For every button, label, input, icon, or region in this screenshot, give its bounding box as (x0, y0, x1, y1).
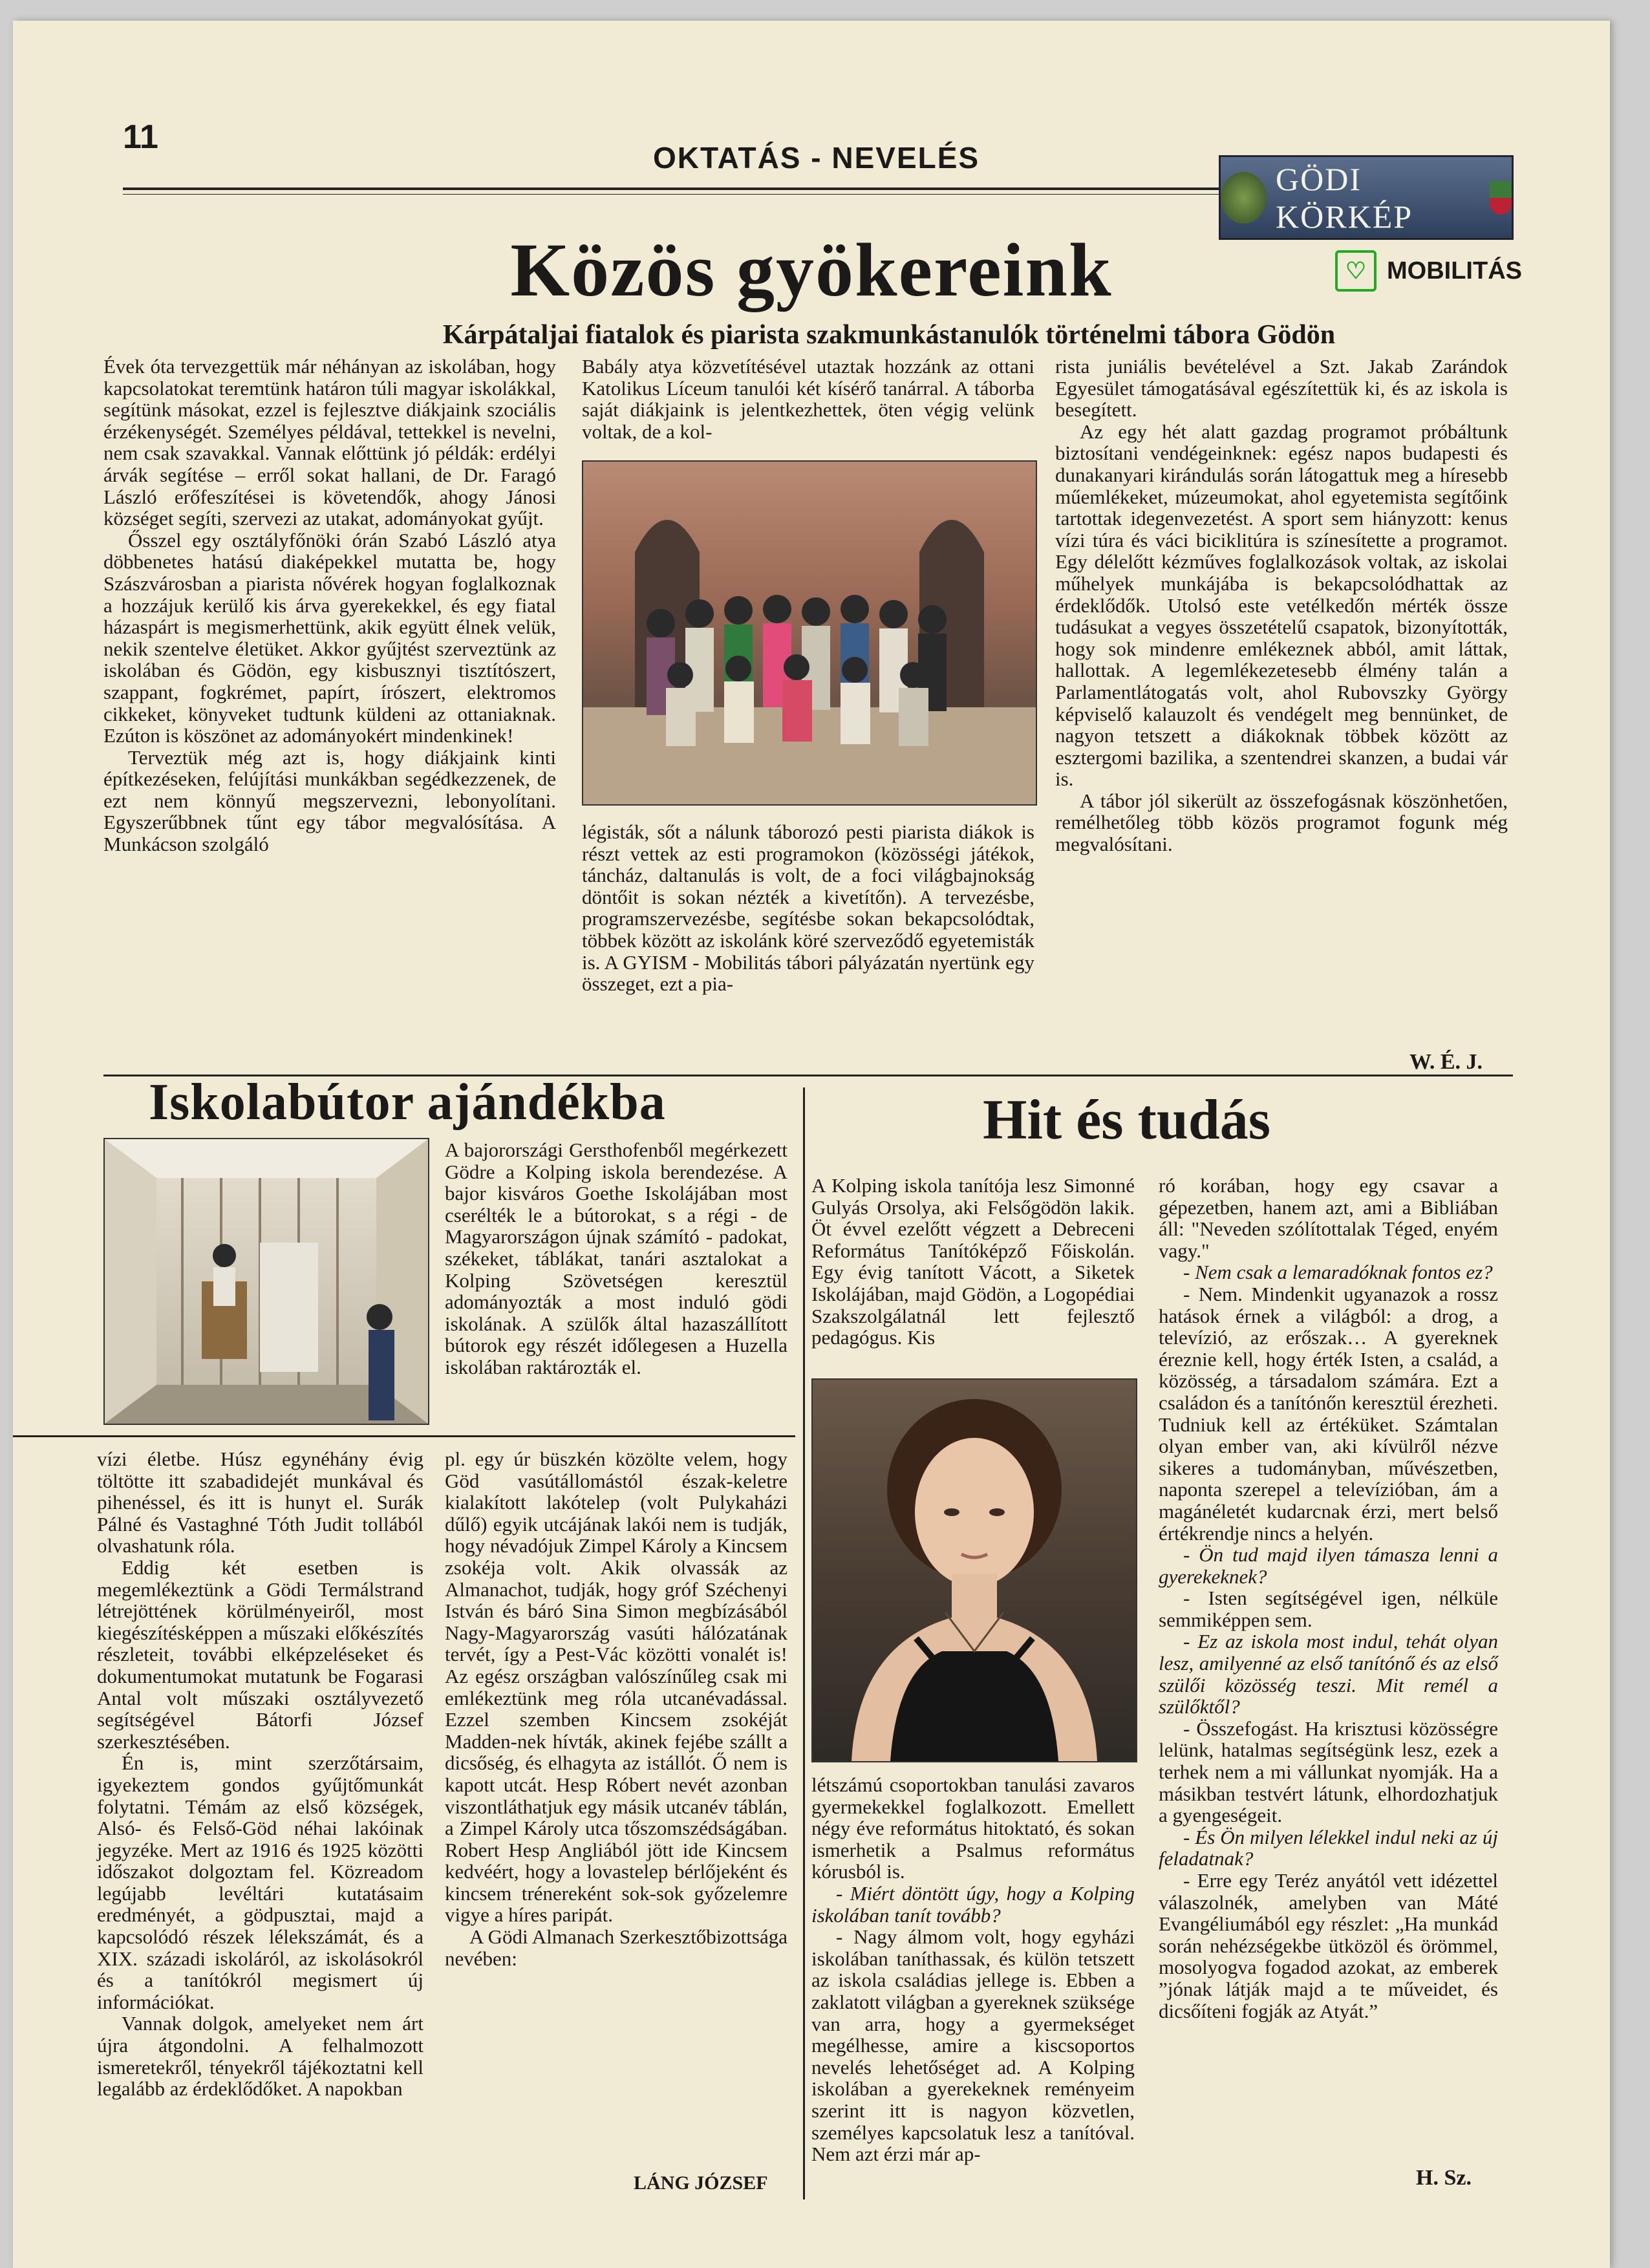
paragraph: létszámú csoportokban tanulási zavaros gyermekekkel foglalkozott. Emellett négy éve református hitoktató, és sokan ismerhetik a Psalmus református kórusból is. (811, 1773, 1135, 1883)
article-subtitle: Kárpátaljai fiatalok és piarista szakmunkástanulók történelmi tábora Gödön (442, 320, 1336, 350)
paragraph: Eddig két esetben is megemlékeztünk a Gödi Termálstrand létrejöttének körülményeiről, most kiegészítésképpen a műszaki előkészítés részleteit, további elképzeléseket és dokumentumokat mutatunk be Fogarasi Antal volt műszaki osztályvezető segítségével Bátorfi József szerkesztésében. (97, 1556, 423, 1753)
globe-icon (1221, 172, 1267, 224)
truck-interior-illustration (105, 1139, 428, 1424)
paragraph: Az egy hét alatt gazdag programot próbáltunk biztosítani vendégeinknek: egész napos budapesti és dunakanyari kirándulás során látogattuk meg a híresebb műemlékeket, múzeumokat, ahol egyetemista segítőink tartottak idegenvezetést. A sport sem hiányzott: kenus vízi túra és váci biciklitúra is színesítette a programot. Egy délelőtt kézműves foglalkozások voltak, az iskolai műhelyek munkájába is bekapcsolódhattak az érdeklődők. Utolsó este vetélkedőn mérték össze tudásukat a vegyes összetételű csapatok, bizonyították, hogy sok mindenre emlékeznek abból, amit láttak, hallottak. A legemlékezetesebb élmény talán a Parlamentlátogatás volt, ahol Rubovszky György képviselő kalauzolt és vendégelt meg bennünket, de nagyon tetszett a diákoknak többek között az esztergomi bazilika, a szentendrei skanzen, a budai vár is. (1055, 420, 1508, 791)
paragraph: rista juniális bevételével a Szt. Jakab Zarándok Egyesület támogatásával egészítettük ki, és az iskola is besegített. (1055, 355, 1508, 422)
paragraph: A Kolping iskola tanítója lesz Simonné Gulyás Orsolya, aki Felsőgödön lakik. Öt évvel ezelőtt végzett a Debreceni Református Tanítóképző Főiskolán. Egy évig tanított Vácott, a Siketek Iskolájában, majd Gödön, a Logopédiai Szakszolgálatnál lett fejlesztő pedagógus. Kis (811, 1174, 1135, 1349)
paragraph: ró korában, hogy egy csavar a gépezetben, hanem azt, ami a Bibliában áll: "Neveden szólítottalak Téged, enyém vagy." (1159, 1174, 1498, 1262)
column-divider (803, 1087, 805, 2199)
newspaper-page (13, 21, 1610, 2268)
sponsor-label: MOBILITÁS (1387, 257, 1522, 284)
article4-column-1-bottom (811, 1774, 1135, 2165)
paragraph: légisták, sőt a nálunk táborozó pesti piarista diákok is részt vettek az esti programokon (közösségi játékok, táncház, daltanulás is volt, de a foci világbajnokság döntőit is sokan nézték a kivetítőn). A tervezésbe, programszervezésbe, segítésbe sokan bekapcsolódtak, többek között az iskolánk köré szerveződő egyetemisták is. A GYISM - Mobilitás tábori pályázatán nyertünk egy összeget, ezt a pia- (582, 820, 1034, 996)
article3-column-2 (445, 1448, 788, 1969)
question: - Ön tud majd ilyen támasza lenni a gyerekeknek? (1159, 1543, 1498, 1588)
mobilitas-icon: ♡ (1335, 250, 1377, 292)
logo-text: GÖDI KÖRKÉP (1276, 160, 1413, 235)
header-rule-thin (123, 194, 1222, 195)
section-title: OKTATÁS - NEVELÉS (653, 141, 980, 175)
paragraph: - Nagy álmom volt, hogy egyházi iskolában taníthassak, és külön tetszett az iskola családias jellege is. Ebben a zaklatott világban a gyereknek szüksége van arra, hogy a gyermekséget megélhesse, amire a kiscsoportos nevelés lehetőséget ad. A Kolping iskolában a gyerekeknek reményeim szerint itt is nagyon közvetlen, személyes kapcsolatuk lesz a tanítóval. Nem azt érzi már ap- (811, 1925, 1135, 2166)
question: - Nem csak a lemaradóknak fontos ez? (1183, 1261, 1493, 1284)
article4-column-1-top (811, 1175, 1135, 1349)
paragraph: A tábor jól sikerült az összefogásnak köszönhetően, remélhetőleg több közös programot fogunk még megvalósítani. (1055, 789, 1508, 856)
paragraph: A Gödi Almanach Szerkesztőbizottsága nevében: (445, 1925, 788, 1970)
paragraph: pl. egy úr büszkén közölte velem, hogy Göd vasútállomástól észak-keletre kialakított lakótelep (volt Pulykaházi dűlő) egyik utcájának lakói nem is tudják, hogy névadójuk Zimpel Károly a Kincsem zsokéja volt. Akik olvassák az Almanachot, tudják, hogy gróf Széchenyi István és báró Sina Simon megbízásából Nagy-Magyarország vasúti hálózatának tervét, így a Pest-Vác közötti vonalét is! Az egész országban valószínűleg csak mi emlékeztünk meg róla utcanévadással. Ezzel szemben Kincsem zsokéját Madden-nek hívták, akinek fejébe szállt a dicsőség, és elhagyta az istállót. Ő nem is kapott utcát. Hesp Róbert nevét azonban viszontláthatjuk egy másik utcanév táblán, a Zimpel Károly utca tőszomszédságában. Robert Hesp Angliából jött ide Kincsem kedvéért, hogy a lovastelep bérlőjeként és kincsem trénereként sok-sok győzelemre vigye a híres paripát. (445, 1448, 788, 1927)
header-rule (123, 187, 1222, 190)
article4-title: Hit és tudás (983, 1089, 1270, 1151)
page-number: 11 (123, 118, 158, 156)
paragraph: vízi életbe. Húsz egynéhány évig töltötte itt szabadidejét munkával és pihenéssel, és itt is hunyt el. Surák Pálné és Vastaghné Tóth Judit tollából olvashatunk róla. (97, 1448, 423, 1557)
coat-of-arms-icon (1490, 181, 1512, 215)
group-photo-illustration (583, 462, 1036, 804)
article1-signature: W. É. J. (1409, 1050, 1483, 1074)
article-title: Közös gyökereink (510, 228, 1113, 312)
article1-column-3 (1055, 356, 1508, 855)
article4-signature: H. Sz. (1416, 2166, 1472, 2190)
article1-column-2-top (582, 356, 1034, 442)
article3-signature: LÁNG JÓZSEF (634, 2172, 768, 2194)
paragraph: - Nem. Mindenkit ugyanazok a rossz hatások érnek a világból: a drog, a televízió, az erőszak… A gyereknek éreznie kell, hogy érték Isten, a család, a közösség, a társadalom számára. Ezt a családon és a tanítónőn keresztül érezheti. Tudniuk kell az értéküket. Számtalan olyan ember van, aki kívülről nézve sikeres a tudományban, művészetben, naponta szerepel a televízióban, ám a magánéletét kudarcnak érzi, mert belső értékrendje nincs a helyén. (1159, 1282, 1498, 1545)
paragraph: - Összefogást. Ha krisztusi közösségre lelünk, hatalmas segítségünk lesz, ezek a terhek nem a mi vállunkat nyomják. Ha a másikban testvért látunk, elhordozhatjuk a gyengeségeit. (1159, 1717, 1498, 1827)
paragraph: Terveztük még azt is, hogy diákjaink kinti építkezéseken, felújítási munkákban segédkezzenek, de ezt nem könnyű megszervezni, lebonyolítani. Egyszerűbbnek tűnt egy tábor megvalósítása. A Munkácson szolgáló (103, 745, 556, 856)
teacher-portrait-photo (811, 1378, 1137, 1762)
question: - És Ön milyen lélekkel indul neki az új feladatnak? (1159, 1825, 1498, 1870)
paragraph: Babály atya közvetítésével utaztak hozzánk az ottani Katolikus Líceum tanulói két kísérő tanárral. A táborba saját diákjaink is jelentkezhettek, öten végig velünk voltak, de a kol- (582, 355, 1034, 443)
paragraph: - Isten segítségével igen, nélküle semmiképpen sem. (1159, 1587, 1498, 1631)
article2-text (445, 1139, 788, 1378)
paragraph: Vannak dolgok, amelyeket nem árt újra átgondolni. A felhalmozott ismeretekről, tényekről tájékoztatni kell legalább az érdeklődőket. A napokban (97, 2012, 423, 2101)
paragraph: Én is, mint szerzőtársaim, igyekeztem gondos gyűjtőmunkát folytatni. Témám az első községek, Alsó- és Felső-Göd néhai lakóinak jegyzéke. Mert az 1916 és 1925 közötti időszakot dolgoztam fel. Közreadom legújabb levéltári kutatásaim eredményét, a gödpusztai, majd a kapcsolódó részek lélekszámát, és a XIX. századi iskoláról, az iskolásokról és a tanítókról megismert új információkat. (97, 1751, 423, 2013)
portrait-illustration (813, 1380, 1136, 1761)
article3-column-1 (97, 1448, 423, 2100)
article2-bottom-rule (13, 1435, 795, 1437)
article1-column-2-bottom (582, 821, 1034, 995)
furniture-truck-photo (103, 1138, 429, 1425)
paragraph: - Erre egy Teréz anyától vett idézettel válaszolnék, amelyben van Máté Evangéliumából egy részlet: „Ha munkád során nehézségekbe ütközöl és örömmel, mosolyogva fogadod azokat, az emberek ”jónak látják majd a te műveidet, és dicsőíteni fogják az Atyát.” (1159, 1869, 1498, 2022)
group-photo (582, 460, 1037, 806)
article2-title: Iskolabútor ajándékba (149, 1074, 666, 1131)
article4-column-2 (1159, 1175, 1498, 2022)
article1-column-1 (103, 356, 556, 855)
paragraph: Ősszel egy osztályfőnöki órán Szabó László atya döbbenetes hatású diaképekkel mutatta be, hogy Szászvárosban a piarista nővérek hogyan foglalkoznak a hozzájuk kerülő kis árva gyerekekkel, és egy fiatal házaspárt is megismerhettünk, akik együtt élnek velük, nekik szentelve életüket. Akkor gyűjtést szerveztünk az iskolában és Gödön, egy kisbusznyi tisztítószert, szappant, fogkrémet, papírt, írószert, elektromos cikkeket, könyveket tudtunk küldeni az ottaniaknak. Ezúton is köszönet az adományokért mindenkinek! (103, 528, 556, 747)
question: - Ez az iskola most indul, tehát olyan lesz, amilyenné az első tanítónő és az első szülői közösség teszi. Mit remél a szülőktől? (1159, 1630, 1498, 1718)
question: - Miért döntött úgy, hogy a Kolping iskolában tanít tovább? (811, 1881, 1135, 1927)
paragraph: A bajorországi Gersthofenből megérkezett Gödre a Kolping iskola berendezése. A bajor kisváros Goethe Iskolájában most cserélték le a bútorokat, s a régi - de Magyarországon újnak számító - padokat, székeket, táblákat, tanári asztalokat a Kolping Szövetségen keresztül adományozták a most induló gödi iskolának. A szülők által hazaszállított bútorok egy részét időlegesen a Huzella iskolában raktározták el. (445, 1139, 788, 1378)
paragraph: Évek óta tervezgettük már néhányan az iskolában, hogy kapcsolatokat teremtünk határon túli magyar iskolákkal, segítünk másokat, ezzel is fejlesztve diákjaink szociális érzékenységét. Személyes példával, tettekkel is nevelni, nem csak szavakkal. Vannak előttünk jó példák: erdélyi árvák segítése – erről sokat hallani, de Dr. Faragó László erőfeszítései is követendők, ahogy Jánosi községet segíti, szervezi az utakat, adományokat gyűjt. (103, 355, 556, 530)
